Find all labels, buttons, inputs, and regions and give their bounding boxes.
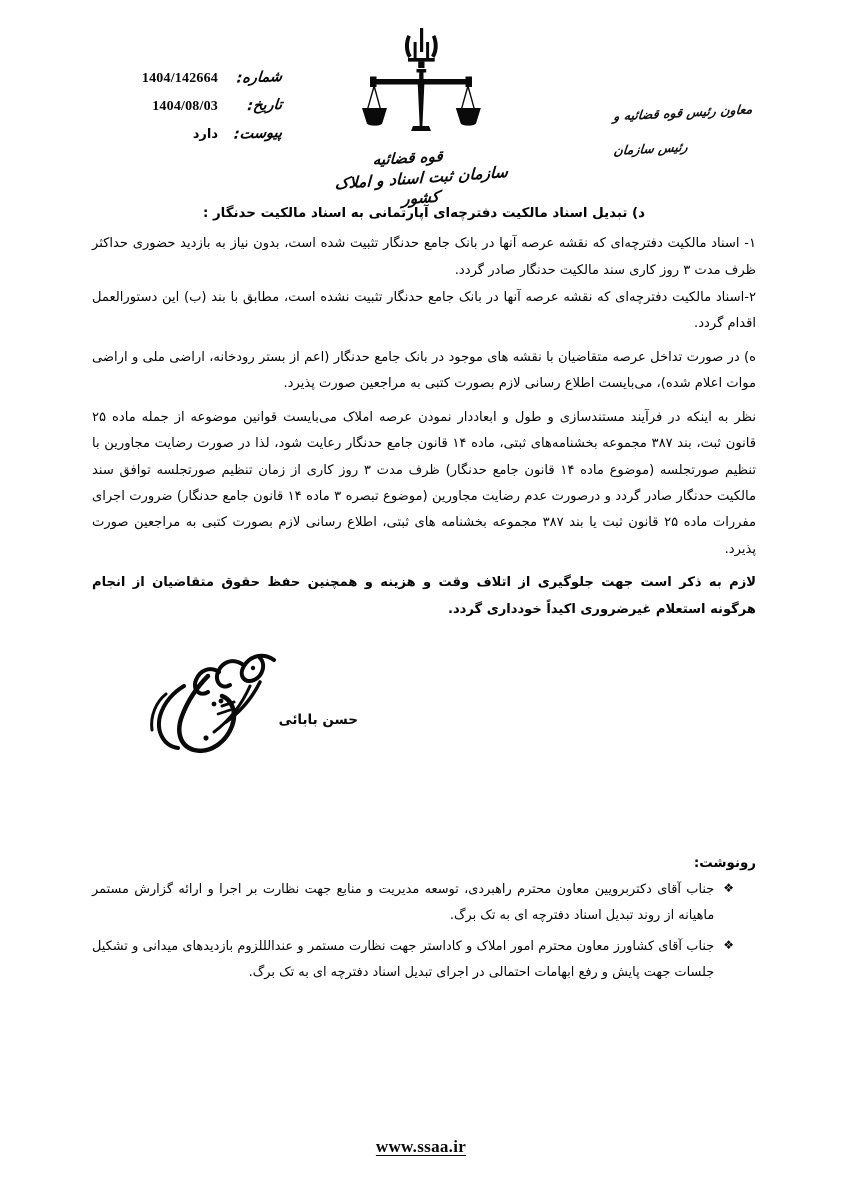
- number-label: شماره:: [235, 69, 283, 87]
- closing-paragraph: لازم به ذکر است جهت جلوگیری از اتلاف وقت و هزینه و همچنین حفظ حقوق متقاضیان از انجام هرگونه استعلام غیرضروری اکیداً خودداری گردد.: [92, 575, 756, 617]
- document-footer: [0, 1137, 842, 1157]
- attachment-value: دارد: [192, 127, 218, 142]
- copy-to-title: رونوشت:: [693, 856, 756, 871]
- copy-to-item-text: جناب آقای کشاورز معاون محترم امور املاک و کاداستر جهت نظارت مستمر و عندالللزوم بازدیدهای میدانی و تشکیل جلسات جهت پایش و رفع ابهامات احتمالی در اجرای تبدیل اسناد دفترچه ای به تک برگ.: [92, 939, 715, 980]
- copy-to-item-text: جناب آقای دکتربرویین معاون محترم راهبردی، توسعه مدیریت و منابع جهت نظارت بر اجرا و ارائه گزارش مستمر ماهیانه از روند تبدیل اسناد دفترچه ای به تک برگ.: [92, 882, 715, 923]
- org-name-registration: سازمان ثبت اسناد و املاک کشور: [334, 163, 509, 209]
- signer-title-head: رئیس سازمان: [612, 139, 689, 158]
- meta-row-attachment: [50, 126, 282, 154]
- meta-row-date: [50, 98, 282, 126]
- section-d-item-1: ۱- اسناد مالکیت دفترچه‌ای که نقشه عرصه آنها در بانک جامع حدنگار تثبیت شده است، بدون نیاز به بازدید حضوری حداکثر ظرف مدت ۳ روز کاری سند مالکیت حدنگار صادر گردد.: [92, 236, 756, 278]
- signer-title-deputy: معاون رئیس قوه قضائیه و: [612, 101, 754, 124]
- section-h-paragraph: ه) در صورت تداخل عرصه متقاضیان با نقشه های موجود در بانک جامع حدنگار (اعم از بستر رودخانه، اراضی ملی و اراضی موات اعلام شده)، می‌بایست اطلاع رسانی لازم بصورت کتبی به مراجعین صورت پذیرد.: [92, 349, 756, 392]
- document-meta: [50, 70, 282, 154]
- date-label: تاریخ:: [246, 97, 283, 115]
- attachment-label: پیوست:: [233, 125, 283, 143]
- copy-to-item: [92, 934, 756, 985]
- emblem-block: [316, 22, 526, 209]
- main-paragraph: نظر به اینکه در فرآیند مستندسازی و طول و ابعاددار نمودن عرصه املاک می‌بایست قوانین موضوعه از جمله ماده ۲۵ قانون ثبت، بند ۳۸۷ مجموعه بخشنامه‌های ثبتی، ماده ۱۴ قانون جامع حدنگار رعایت شود، لذا در صورت رضایت مجاورین با تنظیم صورتجلسه (موضوع ماده ۱۴ قانون جامع حدنگار) ظرف مدت ۳ روز کاری از زمان تنظیم صورتجلسه توافق سند مالکیت حدنگار صادر گردد و درصورت عدم رضایت مجاورین (موضوع تبصره ۳ ماده ۱۴ قانون جامع حدنگار) ضرورت اجرای مفررات ماده ۲۵ قانون ثبت یا بند ۳۸۷ مجموعه بخشنامه های ثبتی، اطلاع رسانی لازم بصورت کتبی به مراجعین صورت پذیرد.: [92, 409, 757, 557]
- section-d-item-2: ۲-اسناد مالکیت دفترچه‌ای که نقشه عرصه آنها در بانک جامع حدنگار تثبیت نشده است، مطابق با بند (ب) این دستورالعمل اقدام گردد.: [92, 289, 756, 332]
- document-header: [0, 18, 842, 213]
- diamond-bullet-icon: ❖: [723, 938, 734, 953]
- signer-titles: [614, 96, 814, 164]
- copy-to-item: [92, 877, 756, 928]
- handwritten-signature-icon: [122, 642, 302, 762]
- section-d-heading: د) تبدیل اسناد مالکیت دفترچه‌ای آپارتمانی به اسناد مالکیت حدنگار :: [202, 206, 646, 221]
- document-body: [92, 200, 756, 624]
- judiciary-emblem-icon: [346, 22, 496, 152]
- org-name-judiciary: قوه قضائیه: [372, 147, 444, 169]
- footer-website-url[interactable]: www.ssaa.ir: [375, 1137, 467, 1156]
- copy-to-section: [92, 856, 756, 991]
- signer-name: حسن بابائی: [278, 712, 358, 728]
- date-value: 1404/08/03: [152, 99, 218, 114]
- number-value: 1404/142664: [141, 71, 218, 86]
- diamond-bullet-icon: ❖: [723, 881, 734, 895]
- meta-row-number: [50, 70, 282, 98]
- signature-area: [0, 636, 842, 816]
